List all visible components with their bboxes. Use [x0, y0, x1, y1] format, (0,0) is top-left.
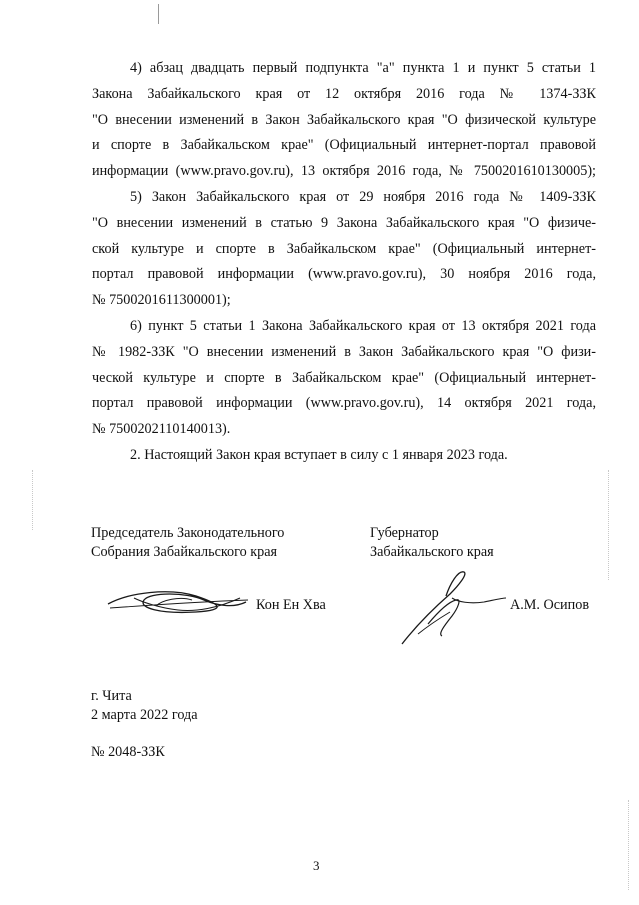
page-number: 3 [313, 858, 320, 873]
paragraph-line: портал правовой информации (www.pravo.gov.ru), 14 октября 2021 года, [92, 395, 596, 412]
paragraph-line: № 7500201611300001); [92, 292, 231, 309]
paragraph-line: Закона Забайкальского края от 12 октября 2016 года № 1374-ЗЗК [92, 85, 596, 102]
paragraph-line: 6) пункт 5 статьи 1 Закона Забайкальского края от 13 октября 2021 года [130, 317, 596, 334]
right-signatory-name: А.М. Осипов [510, 597, 590, 613]
paragraph-line: и спорте в Забайкальском крае" (Официальный интернет-портал правовой [92, 137, 596, 154]
scan-artifact-dots [628, 800, 630, 890]
paragraph-line: № 1982-ЗЗК "О внесении изменений в Закон Забайкальского края "О физи- [92, 343, 596, 360]
paragraph-line: № 7500202110140013). [92, 421, 231, 438]
paragraph-line: 2. Настоящий Закон края вступает в силу с 1 января 2023 года. [130, 446, 508, 463]
footer-law-number: № 2048-ЗЗК [91, 744, 165, 760]
right-signature-icon [398, 568, 508, 652]
footer-date: 2 марта 2022 года [91, 707, 198, 723]
paragraph-line: портал правовой информации (www.pravo.gov.ru), 30 ноября 2016 года, [92, 266, 596, 283]
paragraph-line: ской культуре и спорте в Забайкальском крае" (Официальный интернет- [92, 240, 596, 257]
scan-artifact-line [158, 4, 159, 24]
left-signatory-title [91, 524, 284, 562]
scan-artifact-dots [32, 470, 34, 530]
paragraph-entry-into-force [92, 443, 596, 469]
paragraph-item-5 [92, 185, 596, 314]
paragraph-item-6 [92, 314, 596, 443]
paragraph-line: информации (www.pravo.gov.ru), 13 октября 2016 года, № 7500201610130005); [92, 163, 596, 180]
left-signature-icon [100, 578, 250, 628]
document-body [92, 56, 596, 469]
right-signatory-title-line1: Губернатор [370, 525, 439, 541]
paragraph-line: ческой культуре и спорте в Забайкальском крае" (Официальный интернет- [92, 369, 596, 386]
paragraph-line: "О внесении изменений в Закон Забайкальского края "О физической культуре [92, 111, 596, 128]
paragraph-item-4 [92, 56, 596, 185]
paragraph-line: 4) абзац двадцать первый подпункта "а" пункта 1 и пункт 5 статьи 1 [130, 60, 596, 76]
right-signatory-title-line2: Забайкальского края [370, 544, 494, 560]
left-signatory-title-line1: Председатель Законодательного [91, 525, 285, 541]
left-signatory-title-line2: Собрания Забайкальского края [91, 544, 278, 560]
right-signatory-title [370, 524, 494, 562]
footer-city: г. Чита [91, 688, 132, 704]
scan-artifact-dots [608, 470, 610, 580]
paragraph-line: "О внесении изменений в статью 9 Закона Забайкальского края "О физиче- [92, 214, 596, 231]
paragraph-line: 5) Закон Забайкальского края от 29 ноября 2016 года № 1409-ЗЗК [130, 188, 596, 205]
left-signatory-name: Кон Ен Хва [256, 597, 326, 613]
